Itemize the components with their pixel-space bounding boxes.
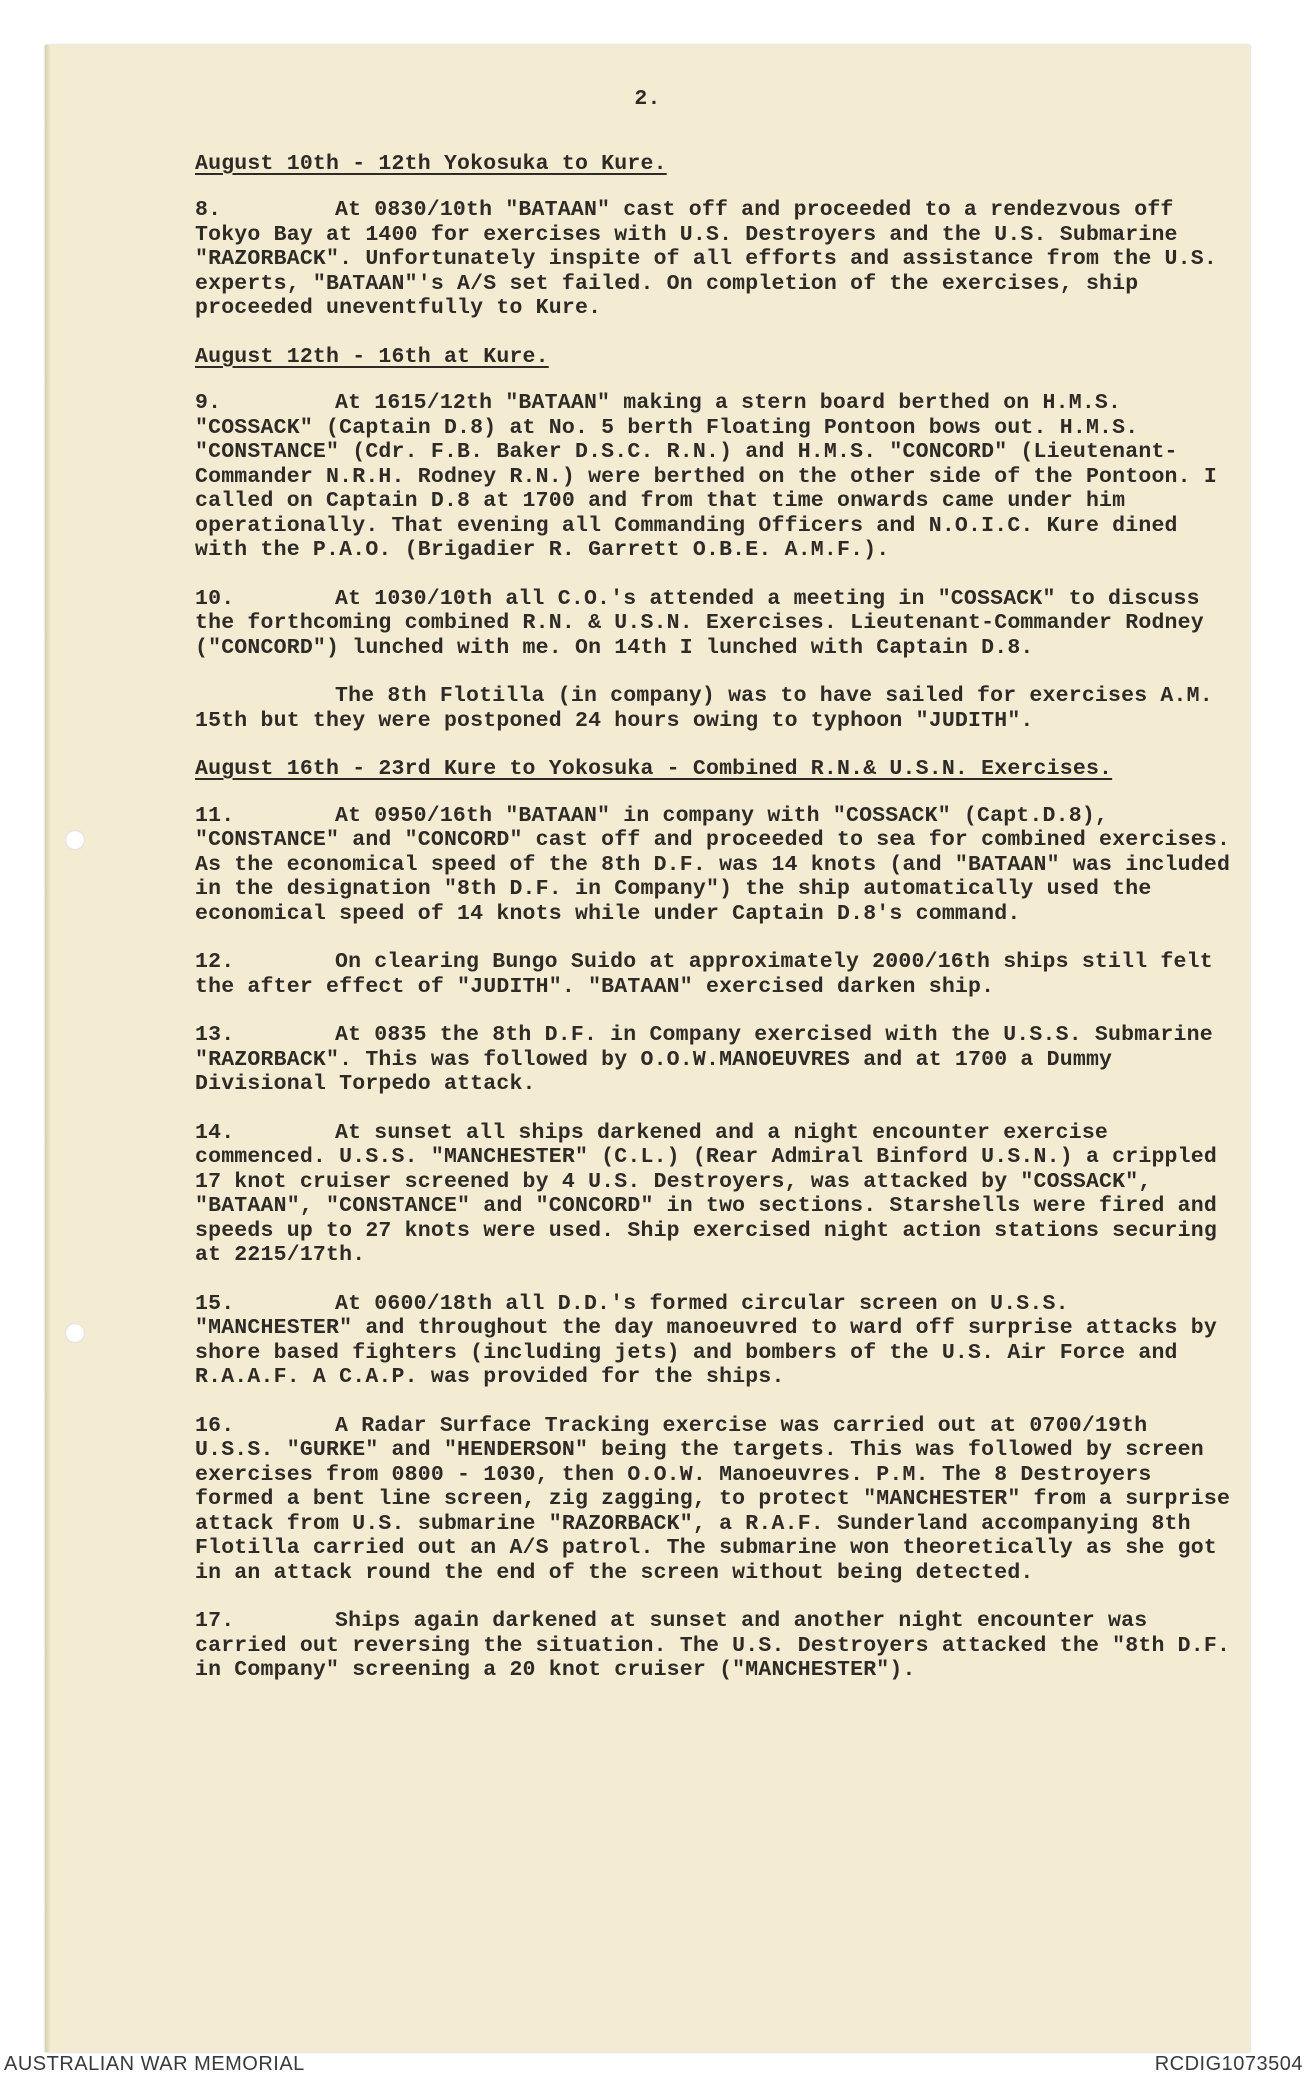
paragraph bbox=[195, 391, 1235, 563]
document-page bbox=[45, 45, 1250, 2052]
paragraph bbox=[195, 587, 1235, 661]
paragraph bbox=[195, 198, 1235, 321]
paragraph bbox=[195, 1609, 1244, 1683]
paragraph-text: Ships again darkened at sunset and another night encounter was carried out reversing the situation. The U.S. Destroyers attacked the "8th D.F. in Company" screening a 20 knot cruiser ("MANCHESTER"). bbox=[195, 1609, 1244, 1682]
paragraph bbox=[195, 1023, 1235, 1097]
paragraph bbox=[195, 1413, 1244, 1586]
paragraph-number: 15. bbox=[195, 1291, 235, 1316]
footer-archive-name: AUSTRALIAN WAR MEMORIAL bbox=[4, 2053, 305, 2075]
punch-hole bbox=[65, 1323, 85, 1343]
section-heading: August 16th - 23rd Kure to Yokosuka - Combined R.N.& U.S.N. Exercises. bbox=[195, 757, 1113, 781]
paragraph bbox=[195, 950, 1235, 999]
paragraph-number: 14. bbox=[195, 1120, 235, 1145]
section-heading: August 12th - 16th at Kure. bbox=[195, 344, 549, 369]
paragraph-text: At 1615/12th "BATAAN" making a stern board berthed on H.M.S. "COSSACK" (Captain D.8) at No. 5 berth Floating Pontoon bows out. H.M.S. "CONSTANCE" (Cdr. F.B. Baker D.S.C. R.N.) and H.M.S. "CONCORD" (Lieutenant-Commander N.R.H. Rodney R.N.) were berthed on the other side of the Pontoon. I called on Captain D.8 at 1700 and from that time onwards came under him operationally. That evening all Commanding Officers and N.O.I.C. Kure dined with the P.A.O. (Brigadier R. Garrett O.B.E. A.M.F.). bbox=[195, 391, 1231, 562]
paragraph-text: At 0600/18th all D.D.'s formed circular screen on U.S.S. "MANCHESTER" and throughout the day manoeuvred to ward off surprise attacks by shore based fighters (including jets) and bombers of the U.S. Air Force and R.A.A.F. A C.A.P. was provided for the ships. bbox=[195, 1291, 1231, 1389]
paragraph-number: 10. bbox=[195, 586, 235, 611]
paragraph-number: 11. bbox=[195, 803, 235, 828]
punch-hole bbox=[65, 830, 85, 850]
page-edge-shadow bbox=[45, 45, 51, 2052]
section-heading: August 10th - 12th Yokosuka to Kure. bbox=[195, 151, 667, 176]
document-body bbox=[195, 75, 1244, 1707]
paragraph-number: 16. bbox=[195, 1413, 235, 1438]
paragraph bbox=[195, 1121, 1235, 1268]
page-number: 2. bbox=[634, 87, 661, 111]
paragraph-number: 9. bbox=[195, 391, 222, 415]
paragraph-text: At 1030/10th all C.O.'s attended a meeting in "COSSACK" to discuss the forthcoming combined R.N. & U.S.N. Exercises. Lieutenant-Commander Rodney ("CONCORD") lunched with me. On 14th I lunched with Captain D.8. bbox=[195, 586, 1217, 660]
paragraph-text: A Radar Surface Tracking exercise was carried out at 0700/19th U.S.S. "GURKE" and "HENDERSON" being the targets. This was followed by screen exercises from 0800 - 1030, then O.O.W. Manoeuvres. P.M. The 8 Destroyers formed a bent line screen, zig zagging, to protect "MANCHESTER" from a surprise attack from U.S. submarine "RAZORBACK", a R.A.F. Sunderland accompanying 8th Flotilla carried out an A/S patrol. The submarine won theoretically as she got in an attack round the end of the screen without being detected. bbox=[195, 1413, 1244, 1585]
paragraph bbox=[195, 1292, 1235, 1390]
paragraph-number: 17. bbox=[195, 1609, 235, 1633]
paragraph-continuation: The 8th Flotilla (in company) was to have sailed for exercises A.M. 15th but they were postponed 24 hours owing to typhoon "JUDITH". bbox=[195, 684, 1213, 733]
paragraph-number: 8. bbox=[195, 198, 222, 222]
paragraph-text: At 0950/16th "BATAAN" in company with "COSSACK" (Capt.D.8), "CONSTANCE" and "CONCORD" cast off and proceeded to sea for combined exercises. As the economical speed of the 8th D.F. was 14 knots (and "BATAAN" was included in the designation "8th D.F. in Company") the ship automatically used the economical speed of 14 knots while under Captain D.8's command. bbox=[195, 803, 1244, 926]
paragraph-text: At 0830/10th "BATAAN" cast off and proceeded to a rendezvous off Tokyo Bay at 1400 for exercises with U.S. Destroyers and the U.S. Submarine "RAZORBACK". Unfortunately inspite of all efforts and assistance from the U.S. experts, "BATAAN"'s A/S set failed. On completion of the exercises, ship proceeded uneventfully to Kure. bbox=[195, 198, 1231, 320]
paragraph-text: At sunset all ships darkened and a night encounter exercise commenced. U.S.S. "MANCHESTER" (C.L.) (Rear Admiral Binford U.S.N.) a crippled 17 knot cruiser screened by 4 U.S. Destroyers, was attacked by "COSSACK", "BATAAN", "CONSTANCE" and "CONCORD" in two sections. Starshells were fired and speeds up to 27 knots were used. Ship exercised night action stations securing at 2215/17th. bbox=[195, 1120, 1231, 1267]
footer-record-id: RCDIG1073504 bbox=[1154, 2053, 1303, 2075]
paragraph-text: On clearing Bungo Suido at approximately 2000/16th ships still felt the after effect of "JUDITH". "BATAAN" exercised darken ship. bbox=[195, 950, 1226, 999]
paragraph bbox=[195, 803, 1244, 927]
paragraph-number: 12. bbox=[195, 950, 235, 974]
paragraph-number: 13. bbox=[195, 1023, 235, 1047]
paragraph-text: At 0835 the 8th D.F. in Company exercised with the U.S.S. Submarine "RAZORBACK". This was followed by O.O.W.MANOEUVRES and at 1700 a Dummy Divisional Torpedo attack. bbox=[195, 1023, 1226, 1096]
